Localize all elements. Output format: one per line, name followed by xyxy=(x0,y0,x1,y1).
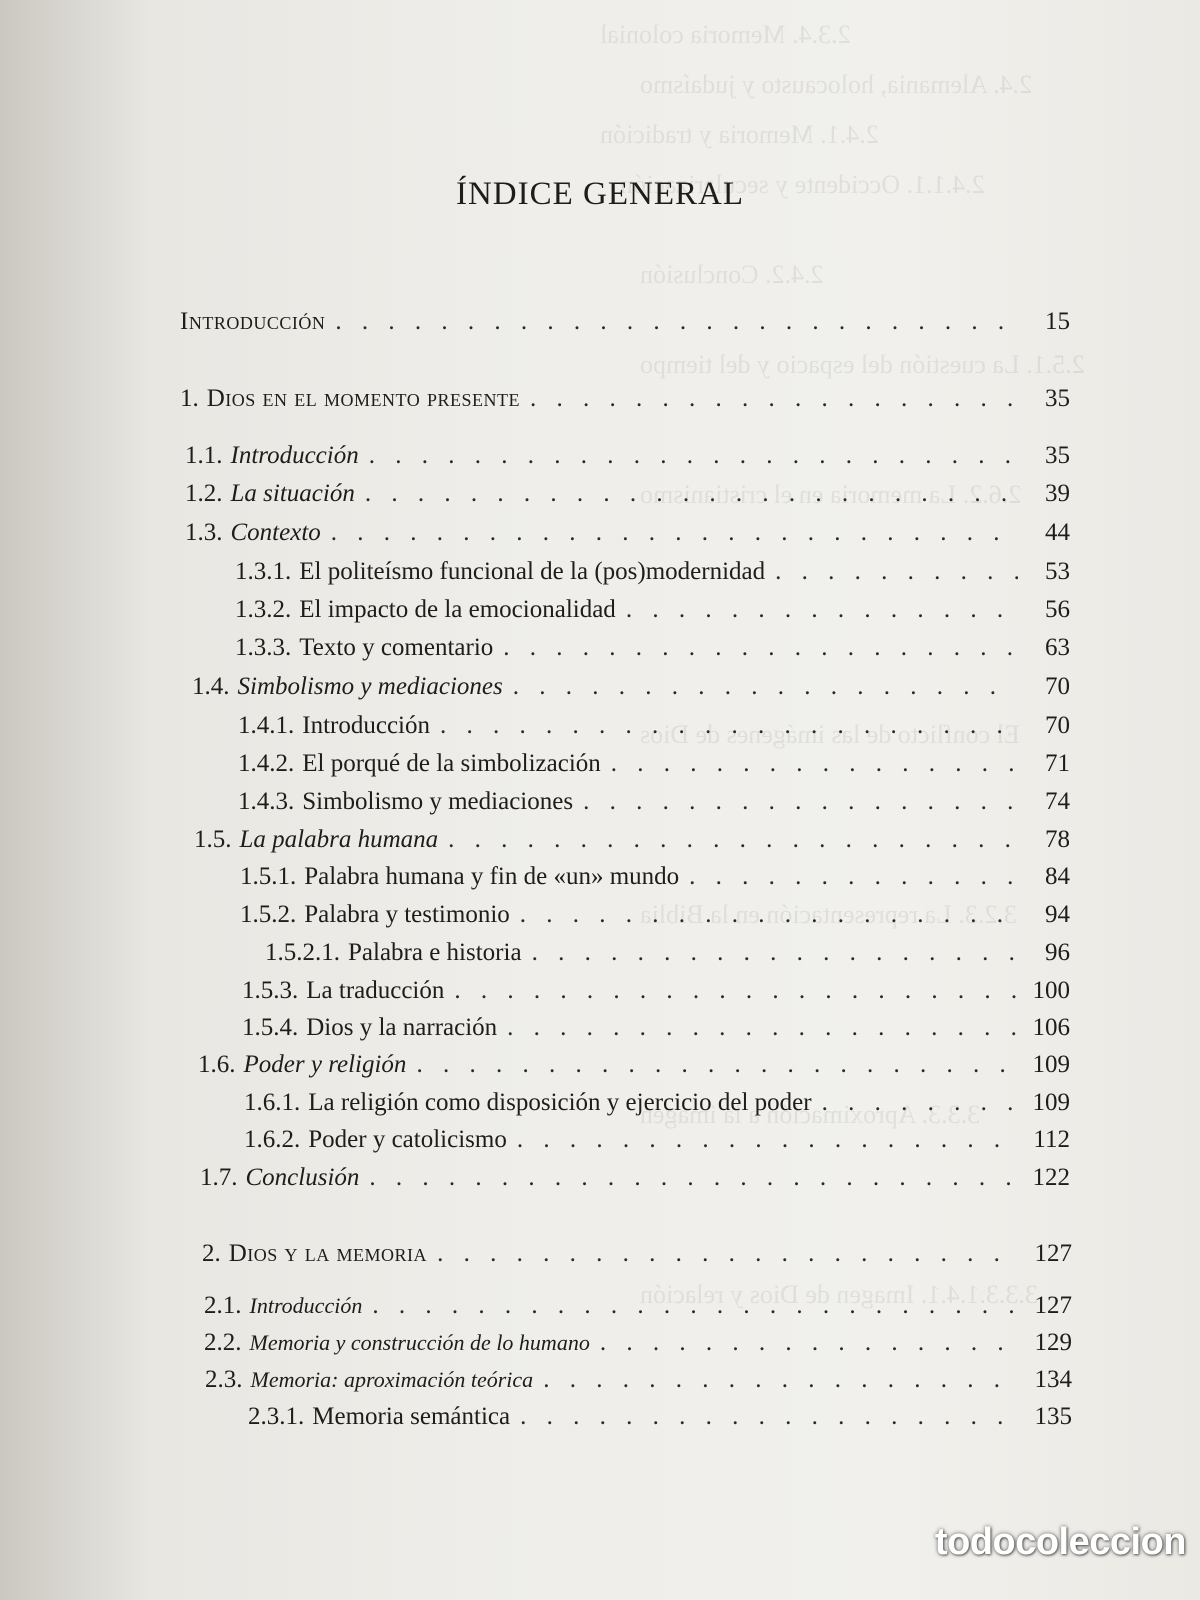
toc-leader-dots xyxy=(530,383,1018,415)
toc-entry-page: 112 xyxy=(1033,1126,1070,1153)
toc-entry-page: 96 xyxy=(1045,939,1070,966)
toc-entry-page: 84 xyxy=(1045,863,1070,890)
toc-leader-dots xyxy=(600,1327,1020,1359)
toc-leader-dots xyxy=(437,1238,1020,1270)
toc-leader-dots xyxy=(507,1012,1018,1044)
toc-leader-dots xyxy=(365,478,1018,510)
toc-leader-dots xyxy=(532,937,1018,969)
toc-entry-number: 1.6. xyxy=(198,1051,236,1078)
toc-entry xyxy=(235,556,1070,588)
toc-entry-label: Dios y la narración xyxy=(306,1014,498,1041)
toc-entry-number: 1.4.3. xyxy=(238,788,295,815)
toc-entry-label: El porqué de la simbolización xyxy=(302,750,601,777)
toc-entry-label: Memoria: aproximación teórica xyxy=(250,1367,534,1392)
toc-entry-page: 74 xyxy=(1045,788,1070,815)
toc-entry-number: 1.5.3. xyxy=(242,977,299,1004)
toc-leader-dots xyxy=(583,786,1018,818)
toc-entry-number: 2.1. xyxy=(204,1292,242,1319)
toc-entry-page: 39 xyxy=(1045,480,1070,507)
toc-entry xyxy=(192,671,1070,703)
toc-leader-dots xyxy=(503,632,1018,664)
toc-entry-number: 1.2. xyxy=(185,480,223,507)
toc-entry-page: 70 xyxy=(1045,712,1070,739)
toc-entry-number: 1.4.2. xyxy=(238,750,295,777)
toc-entry-label: La situación xyxy=(230,480,355,507)
toc-entry-page: 15 xyxy=(1045,308,1070,335)
toc-entry-label: La palabra humana xyxy=(239,826,439,853)
toc-entry-number: 2.3. xyxy=(205,1366,243,1393)
toc-entry-label: Palabra e historia xyxy=(348,939,522,966)
toc-entry-page: 129 xyxy=(1034,1329,1072,1356)
toc-entry-page: 70 xyxy=(1045,673,1070,700)
toc-entry-label: Introducción xyxy=(249,1293,363,1318)
toc-entry xyxy=(185,517,1070,549)
toc-entry-page: 135 xyxy=(1034,1403,1072,1430)
toc-entry-page: 44 xyxy=(1045,519,1070,546)
toc-entry-number: 1.1. xyxy=(185,442,223,469)
toc-entry xyxy=(242,975,1070,1007)
toc-entry xyxy=(238,786,1070,818)
toc-entry xyxy=(242,1012,1070,1044)
toc-leader-dots xyxy=(611,748,1018,780)
toc-entry-number: 1.4.1. xyxy=(238,712,295,739)
toc-entry-label: Introducción xyxy=(302,712,430,739)
toc-entry-label: Poder y catolicismo xyxy=(308,1126,507,1153)
toc-entry-number: 1.7. xyxy=(200,1164,238,1191)
toc-entry-page: 122 xyxy=(1032,1164,1070,1191)
toc-entry-page: 56 xyxy=(1045,596,1070,623)
toc-entry xyxy=(185,478,1070,510)
toc-entry xyxy=(185,440,1070,472)
toc-entry-number: 1.6.1. xyxy=(244,1089,301,1116)
toc-leader-dots xyxy=(520,1401,1020,1433)
toc-entry xyxy=(240,899,1070,931)
toc-entry-label: La religión como disposición y ejercicio del poder xyxy=(308,1089,812,1116)
toc-entry xyxy=(235,594,1070,626)
toc-entry-label: Conclusión xyxy=(245,1164,360,1191)
toc-entry-number: 1. xyxy=(180,385,199,412)
toc-entry xyxy=(198,1049,1070,1081)
toc-entry-number: 1.3.1. xyxy=(235,558,292,585)
toc-entry-label: Palabra y testimonio xyxy=(304,901,510,928)
toc-entry-number: 1.6.2. xyxy=(244,1126,301,1153)
toc-entry-label: El impacto de la emocionalidad xyxy=(299,596,616,623)
toc-entry-number: 1.5.2.1. xyxy=(265,939,340,966)
toc-entry-page: 94 xyxy=(1045,901,1070,928)
toc-entry-page: 78 xyxy=(1045,826,1070,853)
toc-leader-dots xyxy=(513,671,1018,703)
toc-entry-number: 1.5. xyxy=(194,826,232,853)
toc-entry-label: Simbolismo y mediaciones xyxy=(237,673,503,700)
toc-leader-dots xyxy=(331,517,1018,549)
toc-entry-page: 127 xyxy=(1034,1292,1072,1319)
toc-leader-dots xyxy=(689,861,1018,893)
toc-entry xyxy=(204,1290,1072,1322)
toc-entry xyxy=(200,1162,1070,1194)
toc-leader-dots xyxy=(416,1049,1018,1081)
toc-entry-label: Contexto xyxy=(230,519,321,546)
toc-entry-number: 1.3.2. xyxy=(235,596,292,623)
toc-entry-label: Introducción xyxy=(180,308,326,335)
toc-entry-number: 2.3.1. xyxy=(248,1403,305,1430)
toc-entry-page: 63 xyxy=(1045,634,1070,661)
toc-entry xyxy=(194,824,1070,856)
toc-entry-number: 2.2. xyxy=(204,1329,242,1356)
toc-entry-label: Poder y religión xyxy=(243,1051,407,1078)
toc-entry-number: 1.3.3. xyxy=(235,634,292,661)
toc-entry-page: 109 xyxy=(1032,1051,1070,1078)
toc-entry xyxy=(202,1238,1072,1270)
toc-entry-label: Texto y comentario xyxy=(299,634,494,661)
toc-entry-page: 106 xyxy=(1032,1014,1070,1041)
page-title: ÍNDICE GENERAL xyxy=(455,176,745,212)
toc-leader-dots xyxy=(626,594,1018,626)
toc-entry-page: 53 xyxy=(1045,558,1070,585)
toc-entry-label: Memoria semántica xyxy=(312,1403,511,1430)
toc-leader-dots xyxy=(543,1364,1020,1396)
toc-entry-page: 35 xyxy=(1045,385,1070,412)
toc-entry-number: 1.3. xyxy=(185,519,223,546)
toc-entry-page: 100 xyxy=(1032,977,1070,1004)
toc-entry-label: Dios en el momento presente xyxy=(206,385,520,412)
watermark-logo: todocoleccion xyxy=(934,1521,1186,1563)
toc-entry xyxy=(238,748,1070,780)
toc-leader-dots xyxy=(369,1162,1018,1194)
toc-leader-dots xyxy=(775,556,1018,588)
toc-entry-label: Memoria y construcción de lo humano xyxy=(249,1330,590,1355)
toc-entry-label: Simbolismo y mediaciones xyxy=(302,788,574,815)
toc-entry-number: 1.4. xyxy=(192,673,230,700)
toc-entry-page: 71 xyxy=(1045,750,1070,777)
toc-entry-page: 35 xyxy=(1045,442,1070,469)
toc-entry xyxy=(265,937,1070,969)
toc-entry-page: 134 xyxy=(1034,1366,1072,1393)
toc-entry-number: 1.5.1. xyxy=(240,863,297,890)
toc-leader-dots xyxy=(454,975,1018,1007)
toc-leader-dots xyxy=(517,1124,1018,1156)
toc-leader-dots xyxy=(520,899,1018,931)
toc-entry-number: 1.5.4. xyxy=(242,1014,299,1041)
toc-leader-dots xyxy=(822,1087,1018,1119)
toc-leader-dots xyxy=(440,710,1018,742)
toc-entry xyxy=(180,383,1070,415)
toc-entry-number: 1.5.2. xyxy=(240,901,297,928)
toc-entry xyxy=(235,632,1070,664)
toc-entry-page: 127 xyxy=(1034,1240,1072,1267)
toc-entry-number: 2. xyxy=(202,1240,221,1267)
toc-leader-dots xyxy=(335,306,1018,338)
toc-entry-label: Palabra humana y fin de «un» mundo xyxy=(304,863,680,890)
toc-entry-page: 109 xyxy=(1032,1089,1070,1116)
toc-entry-label: El politeísmo funcional de la (pos)modernidad xyxy=(299,558,766,585)
toc-entry xyxy=(205,1364,1072,1396)
toc-entry xyxy=(238,710,1070,742)
toc-entry xyxy=(244,1124,1070,1156)
toc-leader-dots xyxy=(372,1290,1020,1322)
show-through-text: 2.3.4. Memoria colonial 2.4. Alemania, holocausto y judaísmo 2.4.1. Memoria y tradición 2.4.1.1. Occidente y secularización 2.4.2. Conclusión 2.5.1. La cuestión del espacio y del tiempo 2.6.2. La memoria en el cristianismo El conflicto de las imágenes de Dios 3.2.3. La representación en la Biblia 3.3.3. Aproximación a la imagen 3.3.3.1.4.1. Imagen de Dios y relación xyxy=(600,20,1085,1309)
toc-entry xyxy=(244,1087,1070,1119)
toc-entry xyxy=(204,1327,1072,1359)
toc-entry xyxy=(240,861,1070,893)
toc-leader-dots xyxy=(448,824,1018,856)
toc-leader-dots xyxy=(369,440,1018,472)
toc-entry-label: Introducción xyxy=(230,442,359,469)
toc-entry-label: Dios y la memoria xyxy=(228,1240,428,1267)
toc-entry-label: La traducción xyxy=(306,977,445,1004)
toc-entry xyxy=(248,1401,1072,1433)
toc-entry xyxy=(180,306,1070,338)
